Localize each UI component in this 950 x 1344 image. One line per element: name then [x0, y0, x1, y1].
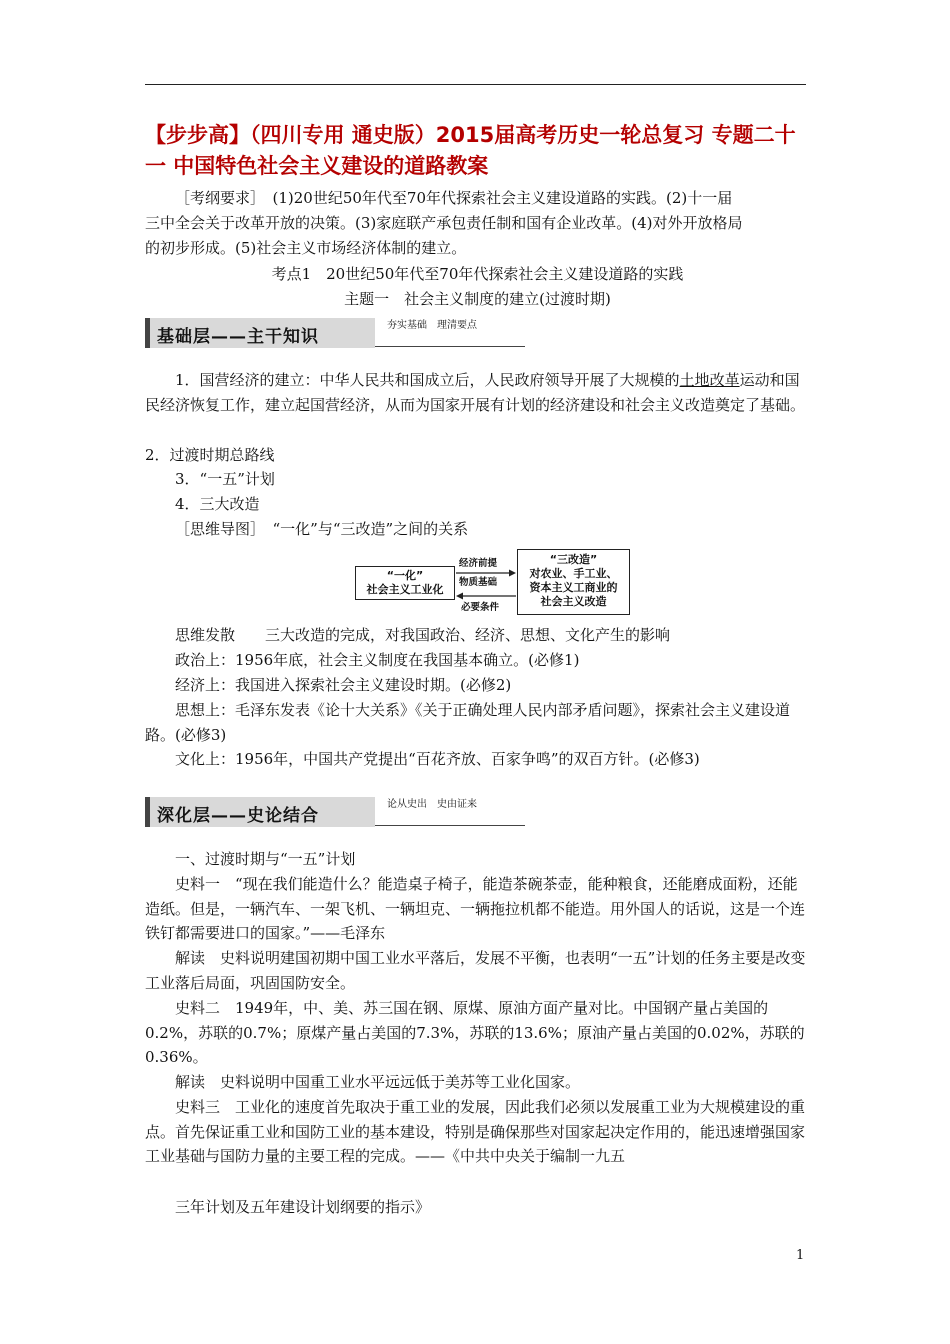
theme-heading: 主题一 社会主义制度的建立(过渡时期) — [344, 290, 611, 308]
land-reform-underlined: 土地改革 — [679, 371, 740, 389]
diagram-arrows — [455, 549, 517, 615]
topic-heading: 考点1 20世纪50年代至70年代探索社会主义建设道路的实践 — [271, 265, 684, 283]
interpretation-1: 解读 史料说明建国初期中国工业水平落后，发展不平衡，也表明“一五”计划的任务主要是改变工业落后局面，巩固国防安全。 — [145, 949, 806, 992]
impact-politics: 政治上：1956年底，社会主义制度在我国基本确立。(必修1) — [175, 651, 580, 669]
arrow-right-head — [509, 570, 516, 577]
basic-item-1-text-a: 1．国营经济的建立：中华人民共和国成立后，人民政府领导开展了大规模的 — [175, 371, 680, 389]
banner-label: 基础层——主干知识 — [157, 327, 319, 347]
arrow-left-head — [456, 593, 463, 600]
basic-item-1-text-b: 运动和国民经济恢复工作，建立起国营经济，从而为国家开展有计划的经济建设和社会主义改造奠定了基础。 — [145, 371, 806, 414]
source-material-2: 史料二 1949年，中、美、苏三国在钢、原煤、原油方面产量对比。中国钢产量占美国的0.2%，苏联的0.7%；原煤产量占美国的7.3%，苏联的13.6%；原油产量占美国的0.02%，苏联的0.36%。 — [145, 999, 805, 1066]
source-material-3: 史料三 工业化的速度首先取决于重工业的发展，因此我们必须以发展重工业为大规模建设的重点。首先保证重工业和国防工业的基本建设，特别是确保那些对国家起决定作用的，能迅速增强国家工业基础与国防力量的主要工程的完成。——《中共中央关于编制一九五 — [145, 1098, 806, 1165]
source-material-3-cont: 三年计划及五年建设计划纲要的指示》 — [175, 1198, 431, 1216]
basic-item-4: 4．三大改造 — [175, 495, 260, 513]
box-three-title: “三改造” — [549, 553, 598, 566]
box-three-transformations — [517, 549, 630, 615]
deep-heading-1: 一、过渡时期与“一五”计划 — [175, 850, 356, 868]
box-three-line-3: 资本主义工商业的 — [529, 581, 618, 594]
impact-economy: 经济上：我国进入探索社会主义建设时期。(必修2) — [175, 676, 512, 694]
basic-item-2: 2．过渡时期总路线 — [145, 446, 275, 464]
section-banner-deep — [145, 797, 525, 827]
exam-requirements-line-3: 的初步形成。(5)社会主义市场经济体制的建立。 — [145, 239, 467, 257]
banner-underline — [375, 346, 525, 347]
exam-requirements-line-1: ［考纲要求］ (1)20世纪50年代至70年代探索社会主义建设道路的实践。(2)十一届 — [175, 189, 733, 207]
box-industrialization-text: 社会主义工业化 — [366, 583, 444, 596]
arrow-label-economic-premise: 经济前提 — [459, 558, 498, 569]
mindmap-diagram — [355, 549, 630, 615]
arrow-label-necessary-condition: 必要条件 — [461, 602, 500, 613]
box-three-line-4: 社会主义改造 — [540, 595, 607, 608]
impact-thought: 思想上：毛泽东发表《论十大关系》《关于正确处理人民内部矛盾问题》，探索社会主义建设道路。(必修3) — [145, 701, 791, 744]
banner-subtitle: 夯实基础 理清要点 — [387, 320, 477, 331]
basic-item-1 — [145, 368, 810, 417]
box-industrialization-title: “一化” — [386, 569, 424, 582]
impact-culture: 文化上：1956年，中国共产党提出“百花齐放、百家争鸣”的双百方针。(必修3) — [175, 750, 700, 768]
source-material-1: 史料一 “现在我们能造什么？能造桌子椅子，能造茶碗茶壶，能种粮食，还能磨成面粉，还能造纸。但是，一辆汽车、一架飞机、一辆坦克、一辆拖拉机都不能造。用外国人的话说，这是一个连铁钉都需要进口的国家。”——毛泽东 — [145, 875, 806, 942]
exam-requirements-line-2: 三中全会关于改革开放的决策。(3)家庭联产承包责任制和国有企业改革。(4)对外开放格局 — [145, 214, 743, 232]
interpretation-2: 解读 史料说明中国重工业水平远远低于美苏等工业化国家。 — [175, 1073, 581, 1091]
banner-subtitle: 论从史出 史由证来 — [387, 799, 477, 810]
banner-label: 深化层——史论结合 — [157, 806, 319, 826]
box-three-line-2: 对农业、手工业、 — [529, 567, 618, 580]
mindmap-heading: ［思维导图］ “一化”与“三改造”之间的关系 — [175, 520, 469, 538]
section-banner-basic — [145, 318, 525, 348]
box-industrialization — [355, 566, 455, 600]
basic-item-3: 3．“一五”计划 — [175, 470, 275, 488]
banner-underline — [375, 825, 525, 826]
header-rule — [145, 84, 806, 85]
page-number: 1 — [796, 1248, 805, 1263]
document-title: 【步步高】（四川专用 通史版）2015届高考历史一轮总复习 专题二十一 中国特色社会主义建设的道路教案 — [145, 123, 796, 178]
arrow-label-material-basis: 物质基础 — [459, 577, 498, 588]
divergent-thinking-heading: 思维发散 三大改造的完成，对我国政治、经济、思想、文化产生的影响 — [175, 626, 671, 644]
